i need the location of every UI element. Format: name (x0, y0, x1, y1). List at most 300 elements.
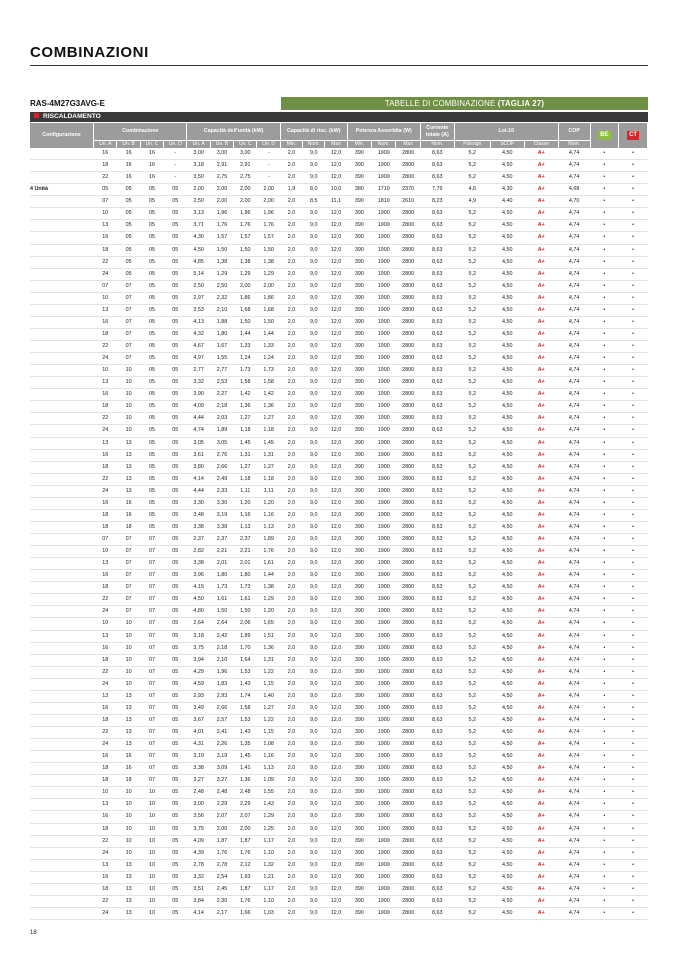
table-cell: 8,63 (420, 232, 454, 244)
table-cell: 12,0 (325, 208, 347, 220)
table-cell: 2,0 (280, 570, 302, 582)
configuration-cell (30, 871, 94, 883)
table-cell: 13 (117, 859, 140, 871)
table-cell: 05 (140, 497, 163, 509)
table-cell: 9,0 (303, 353, 325, 365)
table-cell: 05 (164, 678, 187, 690)
table-cell: 2800 (396, 835, 420, 847)
table-cell: • (619, 244, 648, 256)
table-cell: 05 (140, 316, 163, 328)
energy-class-cell: A+ (524, 328, 558, 340)
table-cell: 390 (347, 787, 371, 799)
table-cell: 12,0 (325, 292, 347, 304)
table-cell: 18 (94, 883, 117, 895)
table-cell: 390 (347, 461, 371, 473)
header-ct (619, 123, 648, 148)
table-cell: 2,0 (280, 365, 302, 377)
table-cell: 8,63 (420, 473, 454, 485)
table-cell: 8,63 (420, 365, 454, 377)
table-cell: 2800 (396, 582, 420, 594)
table-cell: 13 (117, 702, 140, 714)
table-cell: 1,57 (210, 232, 233, 244)
table-cell: 1,50 (234, 316, 257, 328)
table-row (30, 739, 648, 751)
energy-class-cell: A+ (524, 316, 558, 328)
table-cell: 2,64 (187, 618, 210, 630)
configuration-cell (30, 666, 94, 678)
subheader-cell: Nom. (420, 141, 454, 149)
table-cell: 3,19 (210, 509, 233, 521)
table-cell: 07 (140, 618, 163, 630)
table-cell: 2800 (396, 654, 420, 666)
subheader-cell: Nom. (303, 141, 325, 149)
table-cell: • (590, 316, 619, 328)
table-row (30, 401, 648, 413)
energy-class-cell: A+ (524, 401, 558, 413)
configuration-cell (30, 473, 94, 485)
table-cell: 9,0 (303, 823, 325, 835)
table-cell: 4,50 (490, 859, 524, 871)
table-cell: 2,00 (257, 280, 280, 292)
table-cell: 07 (140, 690, 163, 702)
table-cell: • (619, 799, 648, 811)
table-cell: • (619, 485, 648, 497)
table-cell: • (619, 763, 648, 775)
table-cell: 4,50 (490, 461, 524, 473)
configuration-cell (30, 244, 94, 256)
table-row (30, 594, 648, 606)
configuration-cell (30, 449, 94, 461)
subheader-cell: Classe (524, 141, 558, 149)
table-cell: 07 (117, 353, 140, 365)
table-cell: 4,09 (187, 835, 210, 847)
table-cell: 2,0 (280, 341, 302, 353)
energy-class-cell: A+ (524, 160, 558, 172)
table-cell: 2800 (396, 763, 420, 775)
table-cell: 05 (140, 521, 163, 533)
subheader-cell: Nom. (372, 141, 396, 149)
table-cell: 4,29 (187, 666, 210, 678)
table-cell: • (590, 570, 619, 582)
table-cell: 16 (94, 570, 117, 582)
configuration-cell (30, 847, 94, 859)
table-cell: 05 (140, 473, 163, 485)
table-row (30, 835, 648, 847)
table-cell: 5,2 (454, 558, 490, 570)
table-cell: 18 (94, 244, 117, 256)
table-cell: 4,74 (558, 461, 590, 473)
energy-class-cell: A+ (524, 268, 558, 280)
table-cell: 05 (140, 244, 163, 256)
table-cell: 22 (94, 594, 117, 606)
table-cell: • (590, 244, 619, 256)
table-cell: 10,0 (325, 184, 347, 196)
table-cell: 05 (164, 208, 187, 220)
table-cell: • (590, 497, 619, 509)
table-cell: 5,2 (454, 220, 490, 232)
table-cell: 2,00 (234, 196, 257, 208)
table-cell: 05 (164, 799, 187, 811)
table-cell: 8,63 (420, 280, 454, 292)
combination-table (30, 123, 648, 920)
table-cell: • (590, 582, 619, 594)
configuration-cell (30, 727, 94, 739)
table-cell: 1,18 (234, 425, 257, 437)
table-cell: 1900 (372, 594, 396, 606)
header-lot10: Lot.10 (454, 123, 558, 141)
table-cell: 1900 (372, 799, 396, 811)
table-cell: 8,63 (420, 799, 454, 811)
table-cell: 05 (140, 377, 163, 389)
table-cell: 2,0 (280, 654, 302, 666)
table-cell: 5,2 (454, 148, 490, 160)
table-cell: 2800 (396, 847, 420, 859)
table-cell: 8,63 (420, 570, 454, 582)
table-cell: 2,77 (210, 365, 233, 377)
table-cell: 2,0 (280, 883, 302, 895)
table-cell: 2800 (396, 365, 420, 377)
table-cell: 4,50 (490, 654, 524, 666)
table-cell: • (590, 328, 619, 340)
table-cell: 3,96 (187, 570, 210, 582)
table-cell: 2,37 (210, 534, 233, 546)
table-cell: 8,63 (420, 666, 454, 678)
table-cell: 1900 (372, 208, 396, 220)
table-cell: 1,76 (257, 220, 280, 232)
table-cell: 2800 (396, 823, 420, 835)
table-cell: 05 (140, 401, 163, 413)
energy-class-cell: A+ (524, 751, 558, 763)
table-cell: 10 (140, 847, 163, 859)
energy-class-cell: A+ (524, 244, 558, 256)
table-cell: 16 (94, 449, 117, 461)
table-cell: 1,13 (257, 763, 280, 775)
subheader-cell: Nom. (558, 141, 590, 149)
energy-class-cell: A+ (524, 184, 558, 196)
table-cell: 1,50 (234, 606, 257, 618)
table-cell: 4,74 (558, 895, 590, 907)
table-cell: • (619, 582, 648, 594)
table-cell: 2370 (396, 184, 420, 196)
table-cell: • (619, 184, 648, 196)
table-cell: 4,59 (187, 678, 210, 690)
table-cell: 4,50 (490, 365, 524, 377)
table-cell: 4,74 (558, 353, 590, 365)
table-cell: • (619, 895, 648, 907)
configuration-cell (30, 859, 94, 871)
table-row (30, 847, 648, 859)
table-row (30, 811, 648, 823)
table-cell: 9,0 (303, 739, 325, 751)
table-cell: 05 (164, 847, 187, 859)
table-cell: • (619, 304, 648, 316)
table-cell: 4,50 (490, 582, 524, 594)
table-cell: 12,0 (325, 727, 347, 739)
table-row (30, 449, 648, 461)
table-cell: 390 (347, 292, 371, 304)
configuration-cell (30, 654, 94, 666)
table-cell: • (619, 316, 648, 328)
table-cell: • (619, 389, 648, 401)
table-cell: 2,00 (257, 184, 280, 196)
table-cell: • (590, 883, 619, 895)
table-cell: 10 (140, 835, 163, 847)
table-cell: 2,0 (280, 642, 302, 654)
table-cell: 390 (347, 823, 371, 835)
table-cell: 05 (164, 606, 187, 618)
energy-class-cell: A+ (524, 365, 558, 377)
table-cell: 1900 (372, 702, 396, 714)
table-cell: 1,9 (280, 184, 302, 196)
table-cell: 1,61 (234, 594, 257, 606)
table-cell: • (619, 787, 648, 799)
table-cell: 2800 (396, 220, 420, 232)
table-cell: • (590, 835, 619, 847)
table-cell: 05 (164, 196, 187, 208)
table-cell: 2,0 (280, 413, 302, 425)
energy-class-cell: A+ (524, 582, 558, 594)
table-cell: 3,09 (210, 763, 233, 775)
table-cell: 1,89 (234, 630, 257, 642)
table-cell: 22 (94, 172, 117, 184)
table-cell: 05 (164, 304, 187, 316)
table-cell: 3,56 (187, 811, 210, 823)
table-cell: 9,0 (303, 678, 325, 690)
table-cell: 390 (347, 280, 371, 292)
table-cell: 8,63 (420, 425, 454, 437)
table-cell: 2800 (396, 727, 420, 739)
table-cell: 13 (94, 558, 117, 570)
table-cell: • (619, 871, 648, 883)
table-cell: • (590, 714, 619, 726)
table-row (30, 256, 648, 268)
table-cell: 24 (94, 606, 117, 618)
table-cell: 12,0 (325, 304, 347, 316)
table-cell: 3,75 (187, 823, 210, 835)
table-cell: 390 (347, 811, 371, 823)
table-cell: 05 (140, 449, 163, 461)
table-cell: 05 (140, 461, 163, 473)
table-cell: 5,2 (454, 606, 490, 618)
table-cell: 12,0 (325, 497, 347, 509)
table-cell: 1900 (372, 316, 396, 328)
configuration-cell (30, 714, 94, 726)
table-cell: 8,63 (420, 883, 454, 895)
table-cell: 2,00 (234, 280, 257, 292)
table-cell: 2800 (396, 751, 420, 763)
configuration-cell (30, 437, 94, 449)
table-cell: 4,74 (558, 389, 590, 401)
table-cell: 4,80 (187, 606, 210, 618)
table-cell: 13 (117, 714, 140, 726)
table-cell: 4,67 (187, 341, 210, 353)
table-cell: 1900 (372, 437, 396, 449)
table-cell: 05 (140, 485, 163, 497)
table-cell: 24 (94, 268, 117, 280)
table-cell: 1900 (372, 606, 396, 618)
table-cell: 8,63 (420, 714, 454, 726)
table-cell: 2,78 (187, 859, 210, 871)
table-cell: 16 (117, 172, 140, 184)
energy-class-cell: A+ (524, 196, 558, 208)
table-cell: 10 (140, 799, 163, 811)
table-cell: • (590, 775, 619, 787)
table-cell: • (590, 751, 619, 763)
table-row (30, 775, 648, 787)
table-cell: 8,63 (420, 835, 454, 847)
header-capacita-risc: Capacità di risc. (kW) (280, 123, 347, 141)
table-cell: 1,27 (257, 461, 280, 473)
table-cell: 2800 (396, 497, 420, 509)
table-cell: 390 (347, 148, 371, 160)
table-cell: • (619, 232, 648, 244)
table-cell: • (619, 606, 648, 618)
table-cell: • (590, 666, 619, 678)
table-cell: 05 (164, 546, 187, 558)
table-cell: 390 (347, 353, 371, 365)
table-cell: • (590, 208, 619, 220)
table-cell: 1,89 (257, 534, 280, 546)
table-cell: 1,80 (234, 570, 257, 582)
table-cell: 1,86 (234, 292, 257, 304)
table-cell: 1,50 (257, 244, 280, 256)
configuration-cell (30, 328, 94, 340)
table-cell: 1,29 (234, 268, 257, 280)
table-cell: 390 (347, 389, 371, 401)
table-cell: 24 (94, 739, 117, 751)
table-row (30, 353, 648, 365)
table-cell: 390 (347, 521, 371, 533)
table-cell: 390 (347, 702, 371, 714)
table-cell: 4,50 (490, 485, 524, 497)
table-cell: 4,50 (490, 160, 524, 172)
table-cell: 1,31 (257, 654, 280, 666)
table-cell: 390 (347, 847, 371, 859)
table-cell: 2,91 (234, 160, 257, 172)
table-cell: 1900 (372, 546, 396, 558)
table-cell: • (619, 148, 648, 160)
configuration-cell (30, 763, 94, 775)
table-cell: 5,2 (454, 304, 490, 316)
configuration-cell (30, 268, 94, 280)
table-cell: 4,50 (490, 401, 524, 413)
table-cell: 3,48 (187, 509, 210, 521)
table-cell: 12,0 (325, 594, 347, 606)
table-cell: 05 (140, 256, 163, 268)
table-cell: 1,36 (257, 401, 280, 413)
band-prefix: TABELLE DI COMBINAZIONE (384, 99, 498, 108)
table-cell: 5,2 (454, 328, 490, 340)
table-cell: 16 (94, 871, 117, 883)
table-cell: 1900 (372, 365, 396, 377)
header-combinazione: Combinazione (94, 123, 187, 141)
table-cell: 1810 (372, 196, 396, 208)
table-cell: 3,50 (187, 172, 210, 184)
table-cell: 12,0 (325, 859, 347, 871)
table-cell: 390 (347, 304, 371, 316)
table-row (30, 546, 648, 558)
configuration-cell (30, 377, 94, 389)
table-cell: 1,44 (234, 328, 257, 340)
table-cell: 3,75 (187, 642, 210, 654)
configuration-cell (30, 160, 94, 172)
table-cell: 1900 (372, 739, 396, 751)
table-cell: - (257, 172, 280, 184)
configuration-cell (30, 413, 94, 425)
energy-class-cell: A+ (524, 256, 558, 268)
table-cell: 2800 (396, 172, 420, 184)
table-cell: 9,0 (303, 292, 325, 304)
table-cell: 1900 (372, 690, 396, 702)
header-capacita-unita: Capacità dell'unità (kW) (187, 123, 280, 141)
table-row (30, 883, 648, 895)
table-cell: 4,50 (490, 292, 524, 304)
configuration-cell (30, 196, 94, 208)
table-cell: 07 (94, 534, 117, 546)
table-cell: 2,0 (280, 630, 302, 642)
table-cell: 4,74 (558, 256, 590, 268)
table-cell: 2800 (396, 739, 420, 751)
table-cell: 24 (94, 847, 117, 859)
table-cell: 4,50 (490, 449, 524, 461)
table-row (30, 389, 648, 401)
table-cell: 9,0 (303, 341, 325, 353)
table-cell: 5,2 (454, 425, 490, 437)
table-cell: 1,43 (257, 799, 280, 811)
table-cell: 2,0 (280, 268, 302, 280)
table-cell: 1,93 (234, 871, 257, 883)
table-cell: 1900 (372, 292, 396, 304)
table-cell: 4,74 (558, 208, 590, 220)
energy-class-cell: A+ (524, 775, 558, 787)
table-cell: 1,45 (234, 437, 257, 449)
table-cell: 1,68 (234, 304, 257, 316)
table-cell: 5,2 (454, 341, 490, 353)
energy-class-cell: A+ (524, 304, 558, 316)
table-row (30, 220, 648, 232)
table-cell: 1,89 (210, 425, 233, 437)
table-cell: 3,67 (187, 714, 210, 726)
table-cell: 5,2 (454, 509, 490, 521)
table-cell: 8,63 (420, 509, 454, 521)
table-cell: 9,0 (303, 473, 325, 485)
table-cell: 2,0 (280, 895, 302, 907)
table-cell: • (590, 606, 619, 618)
configuration-cell (30, 220, 94, 232)
table-cell: 2,0 (280, 751, 302, 763)
table-cell: 1,80 (210, 570, 233, 582)
table-cell: 8,63 (420, 582, 454, 594)
table-cell: 12,0 (325, 606, 347, 618)
table-cell: 9,0 (303, 702, 325, 714)
table-cell: • (619, 497, 648, 509)
table-cell: 10 (117, 678, 140, 690)
table-cell: 1,68 (257, 304, 280, 316)
table-row (30, 184, 648, 196)
table-cell: 05 (164, 618, 187, 630)
model-name: RAS-4M27G3AVG-E (30, 99, 105, 108)
table-cell: 13 (117, 871, 140, 883)
energy-class-cell: A+ (524, 763, 558, 775)
table-cell: 2,50 (210, 280, 233, 292)
table-cell: • (590, 690, 619, 702)
table-cell: • (619, 823, 648, 835)
table-cell: 1,27 (234, 461, 257, 473)
table-cell: 13 (117, 437, 140, 449)
table-cell: 4,74 (558, 437, 590, 449)
table-cell: 4,50 (490, 232, 524, 244)
table-cell: 9,0 (303, 907, 325, 919)
